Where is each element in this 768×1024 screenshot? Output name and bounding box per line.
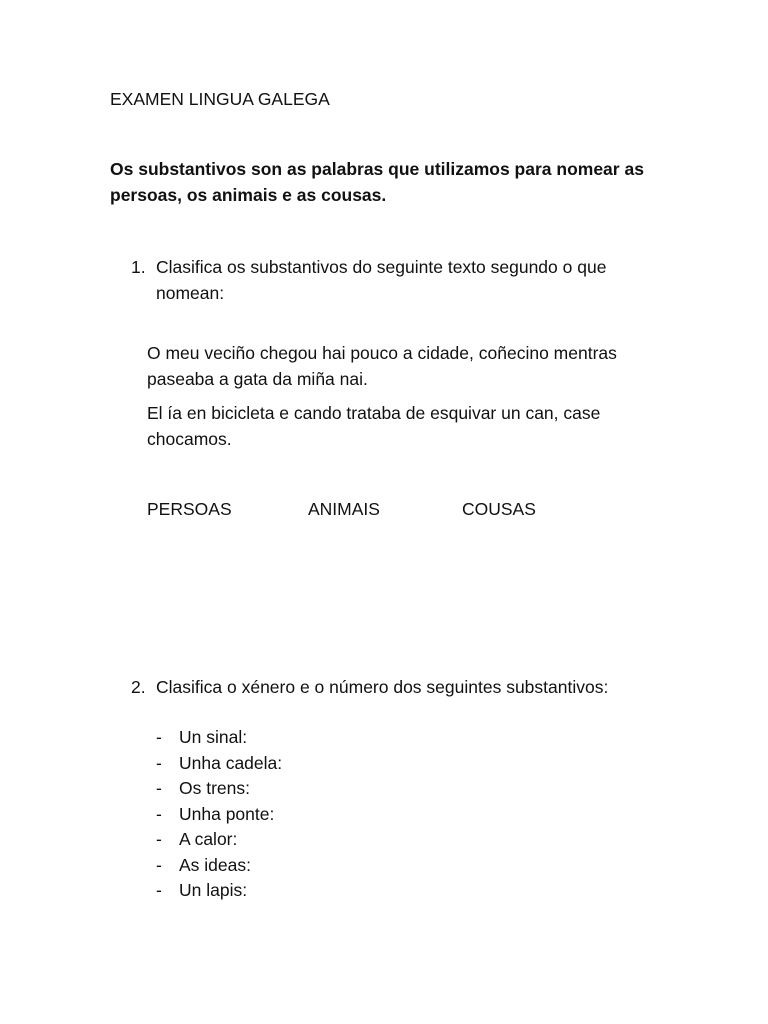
bullet-dash: -: [156, 829, 162, 849]
list-item-label: Unha cadela:: [179, 752, 283, 773]
question-2-number: 2.: [131, 677, 146, 697]
document-title: EXAMEN LINGUA GALEGA: [110, 89, 330, 109]
intro-line-2: persoas, os animais e as cousas.: [110, 185, 387, 205]
bullet-dash: -: [156, 727, 162, 747]
list-item-label: Unha ponte:: [179, 803, 275, 824]
list-item-label: As ideas:: [179, 854, 251, 875]
question-2-text: Clasifica o xénero e o número dos seguintes substantivos:: [156, 677, 609, 697]
question-1-number: 1.: [131, 257, 146, 277]
bullet-dash: -: [156, 778, 162, 798]
column-header-animais: ANIMAIS: [308, 499, 380, 519]
bullet-dash: -: [156, 752, 162, 773]
passage-line-4: chocamos.: [147, 429, 232, 449]
passage-line-2: paseaba a gata da miña nai.: [147, 369, 368, 389]
intro-line-1: Os substantivos son as palabras que utilizamos para nomear as: [110, 159, 644, 179]
list-item-label: A calor:: [179, 829, 238, 849]
list-item-label: Un lapis:: [179, 880, 248, 900]
bullet-dash: -: [156, 854, 162, 875]
passage-line-3: El ía en bicicleta e cando trataba de esquivar un can, case: [147, 403, 601, 423]
question-1-text-line-1: Clasifica os substantivos do seguinte texto segundo o que: [156, 257, 607, 277]
bullet-dash: -: [156, 880, 162, 900]
column-header-persoas: PERSOAS: [147, 499, 232, 519]
list-item-label: Os trens:: [179, 778, 250, 798]
passage-line-1: O meu veciño chegou hai pouco a cidade, coñecino mentras: [147, 343, 617, 363]
question-1-text-line-2: nomean:: [156, 283, 225, 303]
list-item-label: Un sinal:: [179, 727, 248, 747]
column-header-cousas: COUSAS: [462, 499, 536, 519]
bullet-dash: -: [156, 803, 162, 824]
